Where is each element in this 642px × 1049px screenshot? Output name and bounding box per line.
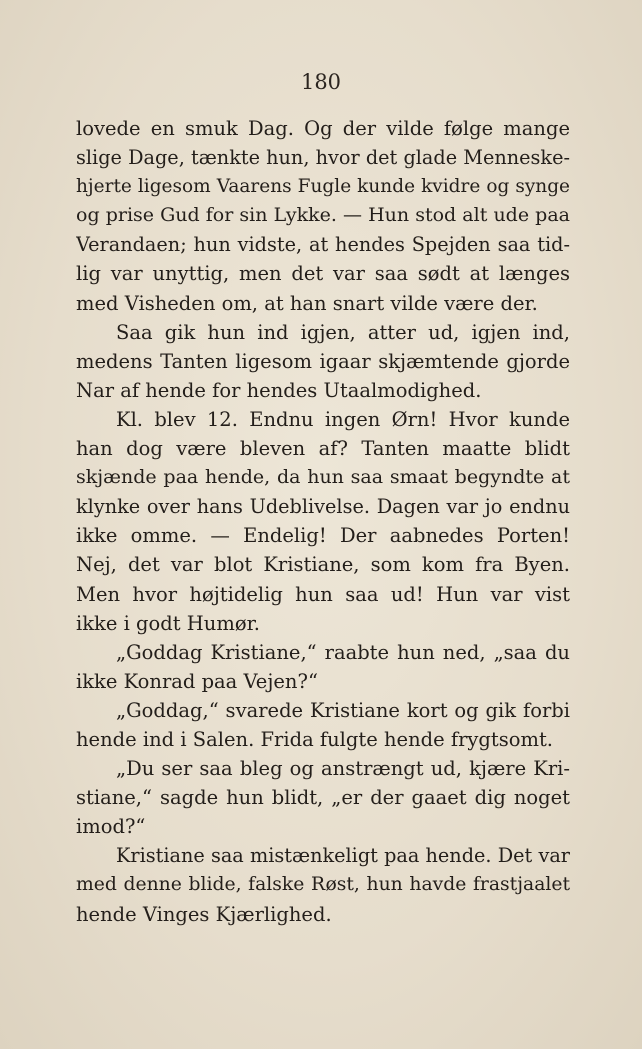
text-line: skjænde paa hende, da hun saa smaat begyndte at <box>76 466 570 489</box>
text-line: „Du ser saa bleg og anstrængt ud, kjære Kri- <box>116 757 570 781</box>
text-line: Nej, det var blot Kristiane, som kom fra Byen. <box>76 553 570 577</box>
text-line: Kristiane saa mistænkeligt paa hende. Det var <box>116 844 570 868</box>
body-text <box>76 114 570 929</box>
text-line: stiane,“ sagde hun blidt, „er der gaaet dig noget <box>76 786 570 810</box>
text-line: Nar af hende for hendes Utaalmodighed. <box>76 378 482 402</box>
text-line: hende ind i Salen. Frida fulgte hende frygtsomt. <box>76 727 553 751</box>
text-line: ikke Konrad paa Vejen?“ <box>76 669 318 693</box>
text-line: ikke i godt Humør. <box>76 611 260 635</box>
text-line: „Goddag Kristiane,“ raabte hun ned, „saa du <box>116 640 570 664</box>
text-line: med denne blide, falske Røst, hun havde frastjaalet <box>76 874 570 896</box>
text-line: med Visheden om, at han snart vilde være der. <box>76 291 538 315</box>
text-line: han dog være bleven af? Tanten maatte blidt <box>76 437 570 461</box>
text-line: ikke omme. — Endelig! Der aabnedes Porten! <box>76 524 570 548</box>
text-line: hende Vinges Kjærlighed. <box>76 902 332 926</box>
text-line: klynke over hans Udeblivelse. Dagen var jo endnu <box>76 495 570 519</box>
text-line: Men hvor højtidelig hun saa ud! Hun var vist <box>76 582 570 606</box>
text-line: hjerte ligesom Vaarens Fugle kunde kvidre og synge <box>76 176 570 198</box>
page-number: 180 <box>300 70 342 94</box>
text-line: medens Tanten ligesom igaar skjæmtende gjorde <box>76 349 570 373</box>
text-line: imod?“ <box>76 815 146 839</box>
text-line: og prise Gud for sin Lykke. — Hun stod alt ude paa <box>76 204 570 227</box>
text-line: Saa gik hun ind igjen, atter ud, igjen ind, <box>116 320 570 344</box>
text-line: slige Dage, tænkte hun, hvor det glade Menneske- <box>76 146 570 170</box>
text-line: lig var unyttig, men det var saa sødt at længes <box>76 262 570 286</box>
text-line: Verandaen; hun vidste, at hendes Spejden saa tid- <box>76 233 570 257</box>
text-line: Kl. blev 12. Endnu ingen Ørn! Hvor kunde <box>116 407 570 431</box>
text-line: lovede en smuk Dag. Og der vilde følge mange <box>76 117 570 140</box>
text-line: „Goddag,“ svarede Kristiane kort og gik forbi <box>116 698 570 722</box>
